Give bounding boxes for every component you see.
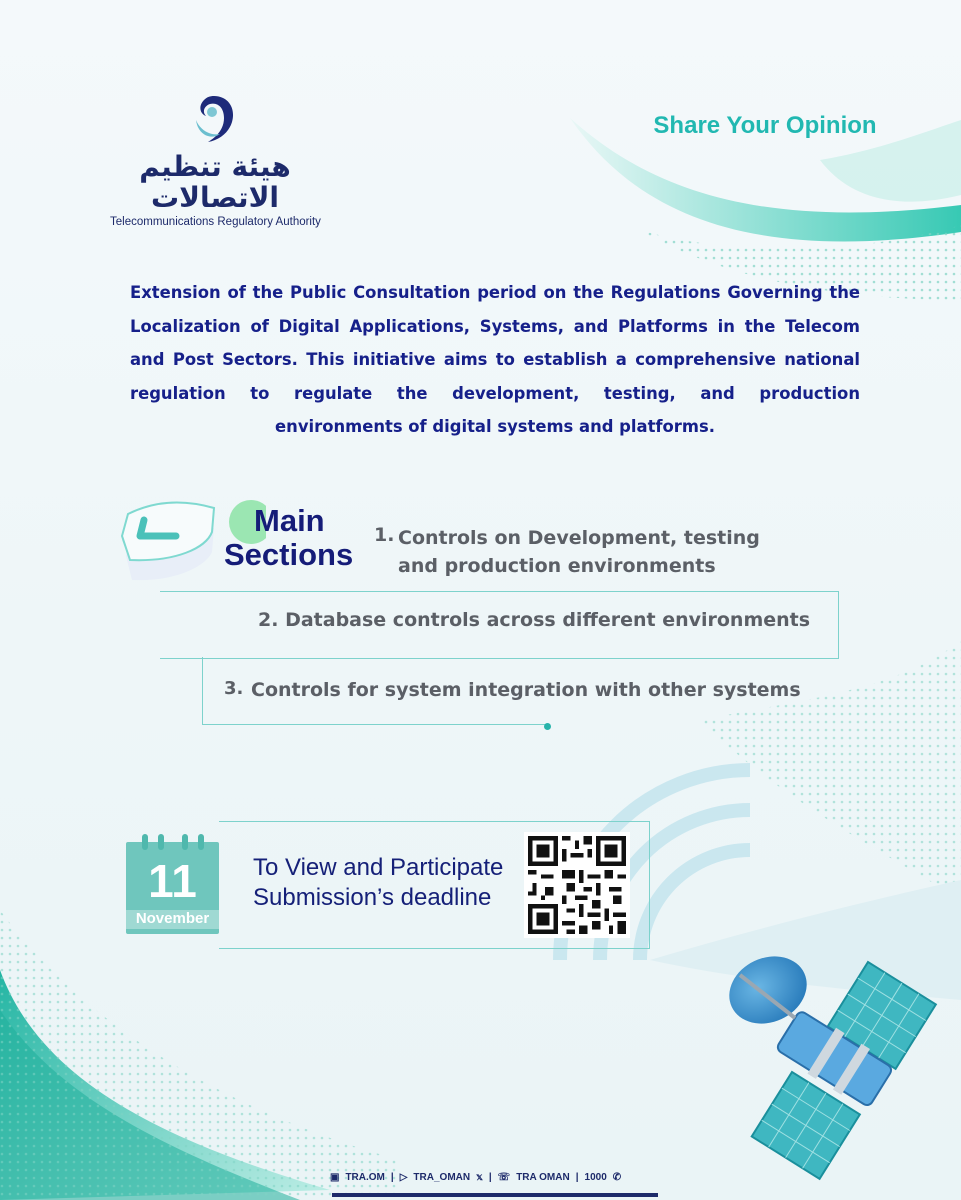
calendar-ring [158, 834, 164, 850]
intro-paragraph: Extension of the Public Consultation period on the Regulations Governing the Localization of Digital Applications, Systems, and Platforms in the Telecom and Post Sectors. This initiative aims to establish a comprehensive national regulation to regulate the development, testing, and production environments of digital systems and platforms. [130, 283, 860, 436]
tra-logo-mark-icon [190, 92, 240, 144]
calendar-ring [198, 834, 204, 850]
whatsapp-handle[interactable]: TRA OMAN [516, 1172, 570, 1183]
whatsapp-icon[interactable]: ☏ [497, 1172, 511, 1183]
section-2-number: 2. [258, 609, 279, 631]
footer-bar [332, 1193, 658, 1197]
section-1-line2: and production environments [398, 555, 716, 577]
phone-icon[interactable]: ✆ [612, 1172, 622, 1183]
phone-number[interactable]: 1000 [584, 1172, 607, 1183]
footer-separator: | [390, 1172, 394, 1183]
logo-english-name: Telecommunications Regulatory Authority [110, 215, 321, 228]
instagram-icon[interactable]: ▣ [330, 1172, 340, 1183]
instagram-handle[interactable]: TRA.OM [345, 1172, 385, 1183]
main-title-line1: Main [254, 503, 325, 538]
deadline-month: November [126, 910, 219, 929]
section-2-text [258, 609, 810, 631]
section-3-number: 3. [224, 678, 244, 699]
participate-text [253, 853, 503, 913]
calendar-ring [142, 834, 148, 850]
x-icon[interactable]: 𝕩 [476, 1172, 483, 1183]
footer-contacts [330, 1172, 660, 1183]
qr-code[interactable] [524, 832, 630, 938]
share-opinion-heading: Share Your Opinion [653, 112, 877, 139]
calendar-ring [182, 834, 188, 850]
participate-line2: Submission’s deadline [253, 884, 492, 911]
main-sections-title [224, 504, 353, 572]
main-title-line2: Sections [224, 537, 354, 572]
footer-separator: | [575, 1172, 579, 1183]
section-2-label: Database controls across different environments [285, 609, 811, 631]
tra-logo [110, 92, 320, 228]
youtube-icon[interactable]: ▷ [399, 1172, 408, 1183]
participate-line1: To View and Participate [253, 854, 504, 881]
deadline-day: 11 [148, 855, 197, 907]
youtube-handle[interactable]: TRA_OMAN [413, 1172, 471, 1183]
logo-arabic-name: هيئة تنظيم الاتصالات [139, 150, 291, 214]
calendar-icon [126, 834, 219, 935]
section-1-text [398, 524, 760, 580]
section-1-line1: Controls on Development, testing [398, 527, 760, 549]
section-3-text: Controls for system integration with other systems [251, 679, 801, 701]
section-1-number: 1. [374, 524, 395, 546]
footer-separator: | [488, 1172, 492, 1183]
section-frame-dot [544, 723, 551, 730]
